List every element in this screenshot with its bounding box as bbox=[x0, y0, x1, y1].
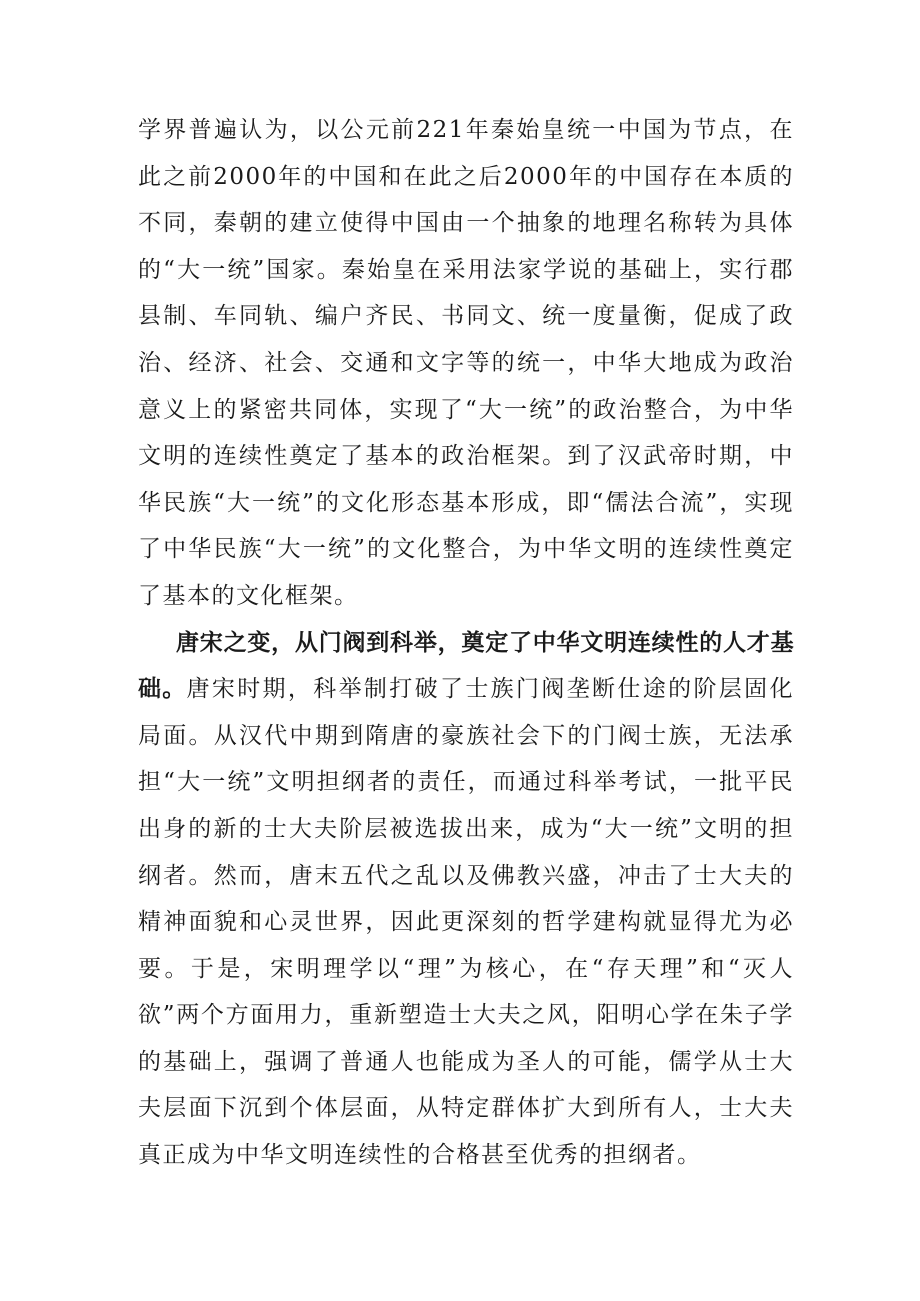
paragraph-lead-sentence: 唐宋之变，从门阀到科举，奠定了中华文明连续性的人才基础。 bbox=[138, 628, 794, 703]
document-body bbox=[138, 107, 794, 1179]
paragraph-body-text: 唐宋时期，科举制打破了士族门阀垄断仕途的阶层固化局面。从汉代中期到隋唐的豪族社会下的门阀士族，无法承担“大一统”文明担纲者的责任，而通过科举考试，一批平民出身的新的士大夫阶层被选拔出来，成为“大一统”文明的担纲者。然而，唐末五代之乱以及佛教兴盛，冲击了士大夫的精神面貌和心灵世界，因此更深刻的哲学建构就显得尤为必要。于是，宋明理学以“理”为核心，在“存天理”和“灭人欲”两个方面用力，重新塑造士大夫之风，阳明心学在朱子学的基础上，强调了普通人也能成为圣人的可能，儒学从士大夫层面下沉到个体层面，从特定群体扩大到所有人，士大夫真正成为中华文明连续性的合格甚至优秀的担纲者。 bbox=[138, 676, 794, 1169]
paragraph-tang-song-transition bbox=[138, 620, 794, 1179]
paragraph-qin-han-unification: 学界普遍认为，以公元前221年秦始皇统一中国为节点，在此之前2000年的中国和在此之后2000年的中国存在本质的不同，秦朝的建立使得中国由一个抽象的地理名称转为具体的“大一统”国家。秦始皇在采用法家学说的基础上，实行郡县制、车同轨、编户齐民、书同文、统一度量衡，促成了政治、经济、社会、交通和文字等的统一，中华大地成为政治意义上的紧密共同体，实现了“大一统”的政治整合，为中华文明的连续性奠定了基本的政治框架。到了汉武帝时期，中华民族“大一统”的文化形态基本形成，即“儒法合流”，实现了中华民族“大一统”的文化整合，为中华文明的连续性奠定了基本的文化框架。 bbox=[138, 117, 794, 609]
